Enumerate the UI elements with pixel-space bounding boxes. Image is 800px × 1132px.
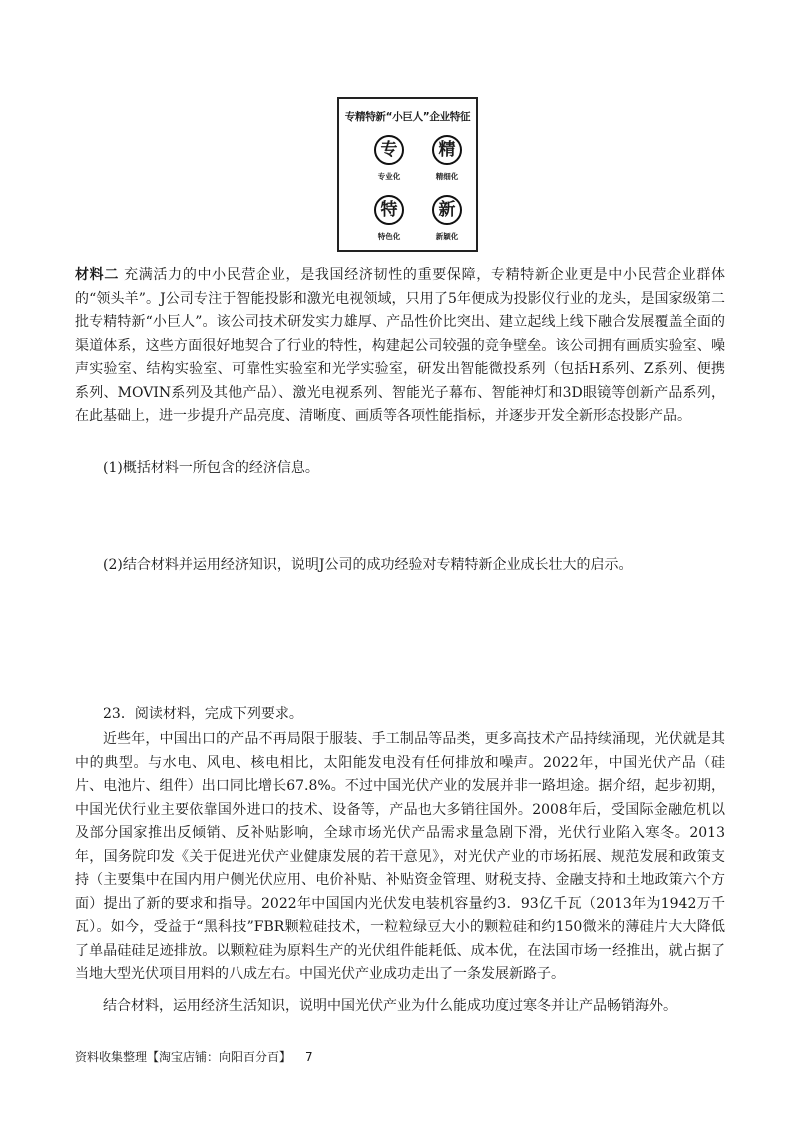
- feature-te: [359, 195, 419, 242]
- feature-jing: [417, 135, 477, 182]
- footer-source: 资料收集整理【淘宝店铺：向阳百分百】: [75, 1050, 292, 1064]
- te-circle-icon: 特: [374, 195, 404, 225]
- jing-circle-icon: 精: [432, 135, 462, 165]
- feature-label: 精细化: [435, 172, 459, 181]
- page-footer: [75, 1048, 313, 1065]
- question-1: (1)概括材料一所包含的经济信息。: [103, 460, 319, 476]
- material-two-lead: 材料二: [75, 267, 120, 283]
- question-23-prompt: 结合材料，运用经济生活知识，说明中国光伏产业为什么能成功度过寒冬并让产品畅销海外。: [103, 998, 677, 1014]
- material-two-paragraph: [75, 264, 725, 429]
- question-23-heading: 23．阅读材料，完成下列要求。: [103, 706, 303, 722]
- feature-figure: [337, 97, 478, 252]
- feature-zhuan: [359, 135, 419, 182]
- material-two-text: 充满活力的中小民营企业，是我国经济韧性的重要保障，专精特新企业更是中小民营企业群体的“领头羊”。J公司专注于智能投影和激光电视领域，只用了5年便成为投影仪行业的龙头，是国家级第二批专精特新“小巨人”。该公司技术研发实力雄厚、产品性价比突出、建立起线上线下融合发展覆盖全面的渠道体系，这些方面很好地契合了行业的特性，构建起公司较强的竞争壁垒。该公司拥有画质实验室、噪声实验室、结构实验室、可靠性实验室和光学实验室，研发出智能微投系列（包括H系列、Z系列、便携系列、MOVIN系列及其他产品）、激光电视系列、智能光子幕布、智能神灯和3D眼镜等创新产品系列，在此基础上，进一步提升产品亮度、清晰度、画质等各项性能指标，并逐步开发全新形态投影产品。: [75, 267, 725, 424]
- feature-xin: [417, 195, 477, 242]
- figure-title: 专精特新“小巨人”企业特征: [344, 111, 471, 123]
- question-23-material: 近些年，中国出口的产品不再局限于服装、手工制品等品类，更多高技术产品持续涌现，光伏就是其中的典型。与水电、风电、核电相比，太阳能发电没有任何排放和噪声。2022年，中国光伏产品（硅片、电池片、组件）出口同比增长67.8%。不过中国光伏产业的发展并非一路坦途。据介绍，起步初期，中国光伏行业主要依靠国外进口的技术、设备等，产品也大多销往国外。2008年后，受国际金融危机以及部分国家推出反倾销、反补贴影响，全球市场光伏产品需求量急剧下滑，光伏行业陷入寒冬。2013年，国务院印发《关于促进光伏产业健康发展的若干意见》，对光伏产业的市场拓展、规范发展和政策支持（主要集中在国内用户侧光伏应用、电价补贴、补贴资金管理、财税支持、金融支持和土地政策六个方面）提出了新的要求和指导。2022年中国国内光伏发电装机容量约3．93亿千瓦（2013年为1942万千瓦）。如今，受益于“黑科技”FBR颗粒硅技术，一粒粒绿豆大小的颗粒硅和约150微米的薄硅片大大降低了单晶硅硅足迹排放。以颗粒硅为原料生产的光伏组件能耗低、成本优，在法国市场一经推出，就占据了当地大型光伏项目用料的八成左右。中国光伏产业成功走出了一条发展新路子。: [75, 731, 725, 982]
- page-number: 7: [305, 1050, 313, 1064]
- zhuan-circle-icon: 专: [374, 135, 404, 165]
- feature-label: 特色化: [377, 232, 401, 241]
- xin-circle-icon: 新: [432, 195, 462, 225]
- feature-label: 新颖化: [435, 232, 459, 241]
- feature-label: 专业化: [377, 172, 401, 181]
- question-2: (2)结合材料并运用经济知识，说明J公司的成功经验对专精特新企业成长壮大的启示。: [103, 557, 633, 573]
